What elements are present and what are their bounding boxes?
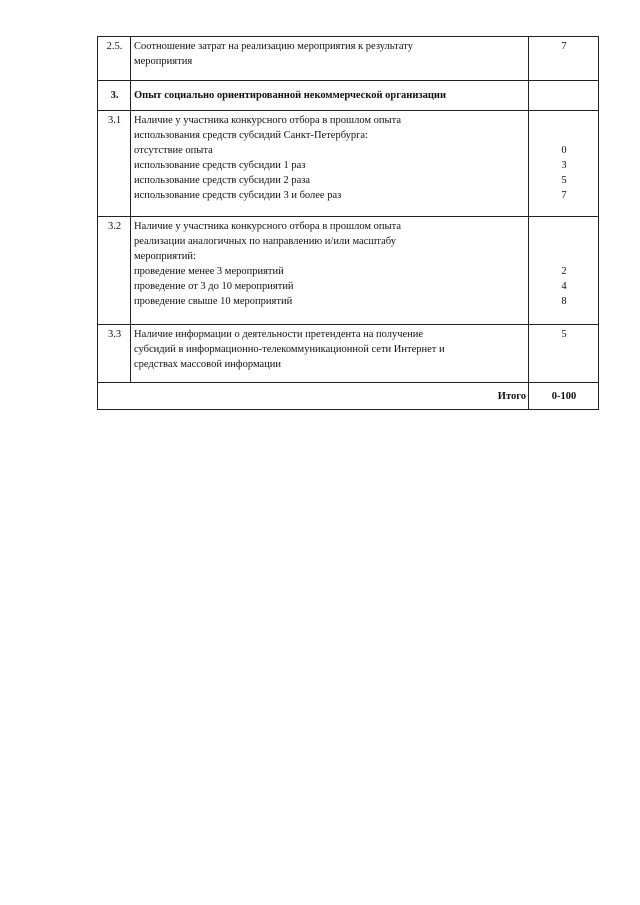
option-score: 7 [561,190,567,201]
row-number: 3.3 [98,325,131,383]
section-row [98,81,599,111]
criterion-line: субсидий в информационно-телекоммуникационной сети Интернет и [134,344,445,355]
criterion-text [131,111,529,217]
table-row [98,217,599,325]
option-score: 4 [561,281,567,292]
criterion-line: использования средств субсидий Санкт-Петербурга: [134,130,369,141]
criterion-text [131,325,529,383]
score-cell: 7 [529,37,599,81]
section-title: Опыт социально ориентированной некоммерческой организации [131,81,529,111]
criterion-line: Наличие у участника конкурсного отбора в прошлом опыта [134,221,401,232]
criterion-line: средствах массовой информации [134,359,282,370]
score-cell: 5 [529,325,599,383]
row-number: 3.1 [98,111,131,217]
option-score: 3 [561,160,567,171]
option-label: использование средств субсидии 3 и более раз [134,190,342,201]
option-score: 8 [561,296,567,307]
criterion-text [131,217,529,325]
total-label: Итого [98,383,529,410]
criterion-line: мероприятий: [134,251,196,262]
table-row [98,325,599,383]
option-label: проведение от 3 до 10 мероприятий [134,281,294,292]
criterion-line: Наличие информации о деятельности претендента на получение [134,329,424,340]
option-label: использование средств субсидии 1 раз [134,160,306,171]
section-number: 3. [98,81,131,111]
option-score: 2 [561,266,567,277]
option-label: проведение свыше 10 мероприятий [134,296,293,307]
option-label: отсутствие опыта [134,145,213,156]
row-number: 3.2 [98,217,131,325]
criteria-table [97,36,599,410]
row-number: 2.5. [98,37,131,81]
option-score: 5 [561,175,567,186]
option-label: проведение менее 3 мероприятий [134,266,284,277]
criterion-line: Соотношение затрат на реализацию мероприятия к результату [134,41,413,52]
option-score: 0 [561,145,567,156]
score-cell [529,217,599,325]
table-row [98,111,599,217]
score-cell [529,111,599,217]
criterion-line: Наличие у участника конкурсного отбора в прошлом опыта [134,115,401,126]
total-value: 0-100 [529,383,599,410]
criterion-line: реализации аналогичных по направлению и/или масштабу [134,236,396,247]
option-label: использование средств субсидии 2 раза [134,175,311,186]
score-cell [529,81,599,111]
criterion-line: мероприятия [134,56,193,67]
table-row [98,37,599,81]
criterion-text [131,37,529,81]
total-row [98,383,599,410]
